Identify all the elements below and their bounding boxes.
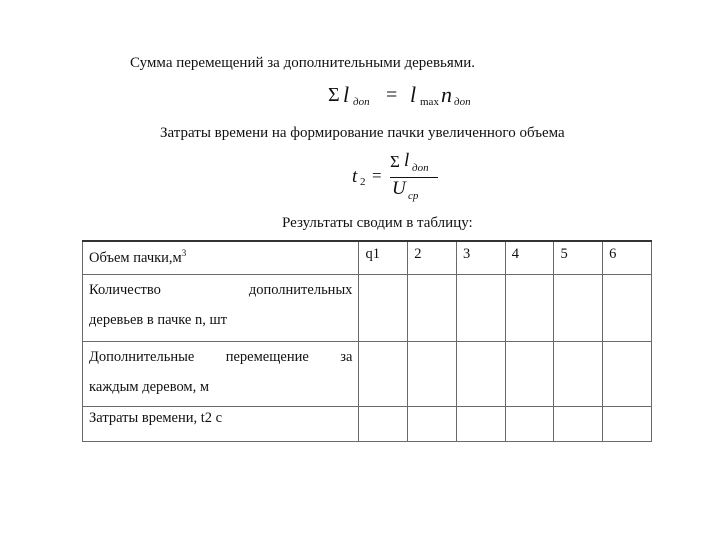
table-cell	[456, 407, 505, 442]
table-cell: 5	[554, 241, 603, 275]
formula2-t: t	[352, 166, 358, 187]
label-text: Объем пачки,м	[89, 249, 182, 266]
table-row	[83, 342, 652, 407]
label-word: каждым деревом, м	[89, 379, 210, 395]
table-cell	[505, 407, 554, 442]
table-cell: q1	[359, 241, 408, 275]
table-cell: 6	[603, 241, 652, 275]
formula2-num-l: l	[404, 150, 410, 171]
table-cell	[359, 275, 408, 342]
table-row	[83, 275, 652, 342]
formula1-sub-left: доп	[353, 96, 370, 108]
formula2-num-sub: доп	[412, 162, 429, 174]
heading-time-costs: Затраты времени на формирование пачки увеличенного объема	[160, 125, 565, 141]
results-table	[82, 240, 652, 442]
table-cell	[603, 275, 652, 342]
table-cell	[603, 342, 652, 407]
table-row	[83, 241, 652, 275]
label-line	[89, 305, 352, 335]
table-cell	[408, 275, 457, 342]
label-line	[89, 275, 352, 305]
label-word: Количество	[89, 282, 161, 298]
formula1-sub-n: доп	[454, 96, 471, 108]
table-cell	[359, 407, 408, 442]
table-cell	[456, 342, 505, 407]
heading-results: Результаты сводим в таблицу:	[282, 215, 473, 231]
formula1-l-left: l	[343, 82, 350, 107]
table-cell	[408, 342, 457, 407]
formula-time	[352, 152, 452, 204]
label-word: дополнительных	[248, 282, 353, 298]
label-superscript: 3	[181, 248, 187, 258]
label-word: перемещение	[225, 349, 309, 365]
label-line	[89, 342, 352, 372]
formula2-den-sub: ср	[408, 190, 419, 202]
row-label-tree-count	[83, 275, 359, 342]
table-cell	[554, 407, 603, 442]
row-label-time-cost	[83, 407, 359, 442]
table-cell	[505, 275, 554, 342]
label-word: Дополнительные	[89, 349, 195, 365]
sigma-symbol: Σ	[328, 84, 340, 106]
table-cell	[603, 407, 652, 442]
formula1-equals: =	[386, 84, 398, 106]
formula1-n: n	[441, 82, 452, 107]
label-word: Затраты времени, t2 с	[89, 410, 223, 426]
table-cell	[554, 275, 603, 342]
table-cell: 4	[505, 241, 554, 275]
table-cell: 3	[456, 241, 505, 275]
heading-sum-movements: Сумма перемещений за дополнительными деревьями.	[130, 55, 476, 71]
row-label-volume	[83, 241, 359, 275]
table-cell	[554, 342, 603, 407]
formula2-equals: =	[372, 166, 382, 185]
formula2-den-u: U	[392, 178, 406, 199]
row-label-extra-movement	[83, 342, 359, 407]
formula2-t-sub: 2	[360, 176, 366, 188]
formula1-sub-max: max	[420, 96, 439, 108]
table-cell	[359, 342, 408, 407]
label-word: деревьев в пачке n, шт	[89, 312, 227, 328]
label-line	[89, 372, 352, 402]
table-cell	[408, 407, 457, 442]
label-word: за	[340, 349, 353, 365]
formula-sum-movements	[328, 82, 471, 112]
formula2-num-sigma: Σ	[390, 152, 400, 171]
table-cell: 2	[408, 241, 457, 275]
table-row	[83, 407, 652, 442]
table-cell	[456, 275, 505, 342]
formula1-l-right: l	[410, 82, 417, 107]
table-cell	[505, 342, 554, 407]
